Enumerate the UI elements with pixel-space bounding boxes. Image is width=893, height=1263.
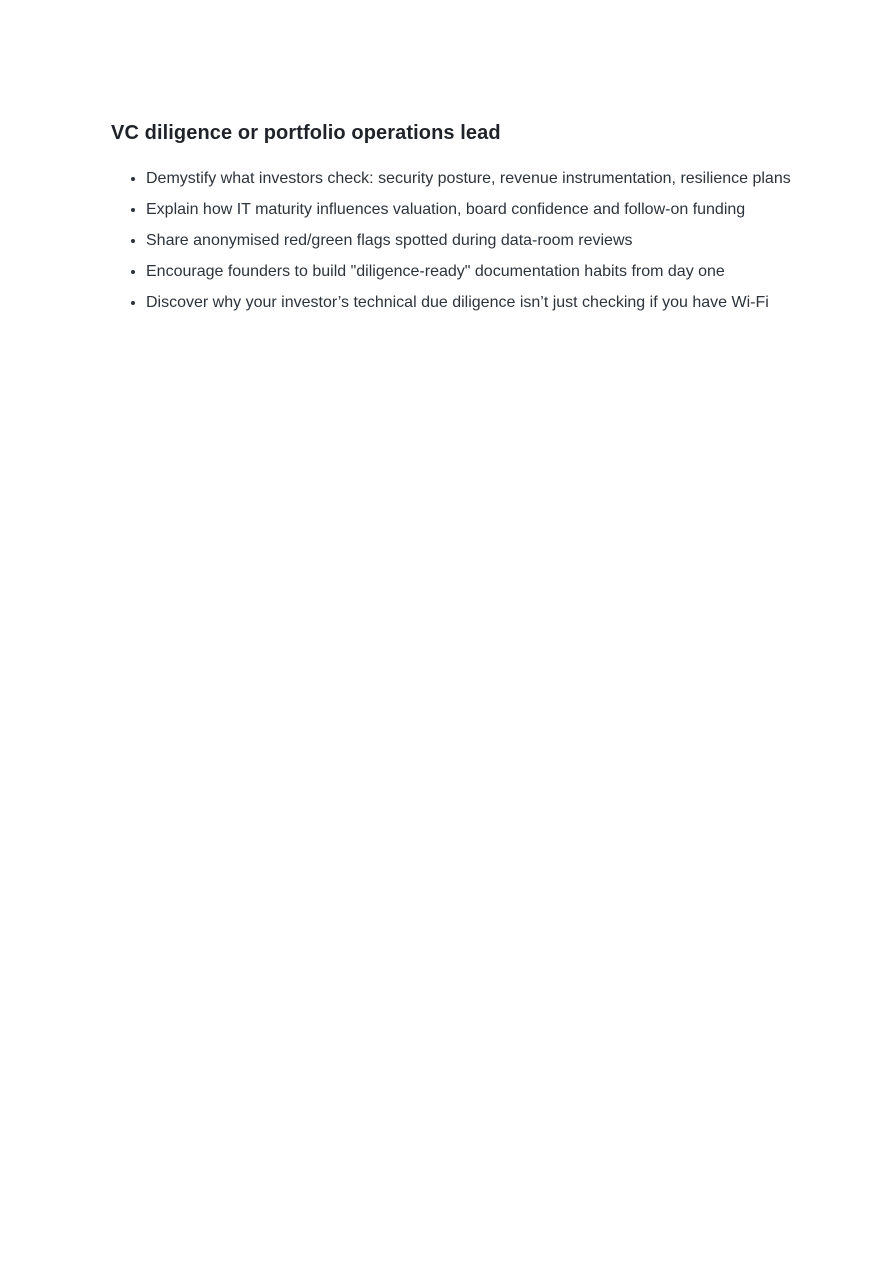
document-page	[111, 121, 791, 316]
bullet-item: • Encourage founders to build "diligence-ready" documentation habits from day one	[146, 259, 791, 285]
bullet-item: • Explain how IT maturity influences valuation, board confidence and follow-on funding	[146, 197, 791, 223]
page-title: VC diligence or portfolio operations lead	[111, 122, 501, 144]
bullet-item: • Discover why your investor’s technical due diligence isn’t just checking if you have Wi-Fi	[146, 290, 791, 316]
bullet-item: • Share anonymised red/green flags spotted during data-room reviews	[146, 228, 791, 254]
key-points-list	[111, 166, 791, 316]
bullet-item: • Demystify what investors check: security posture, revenue instrumentation, resilience plans	[146, 166, 791, 192]
